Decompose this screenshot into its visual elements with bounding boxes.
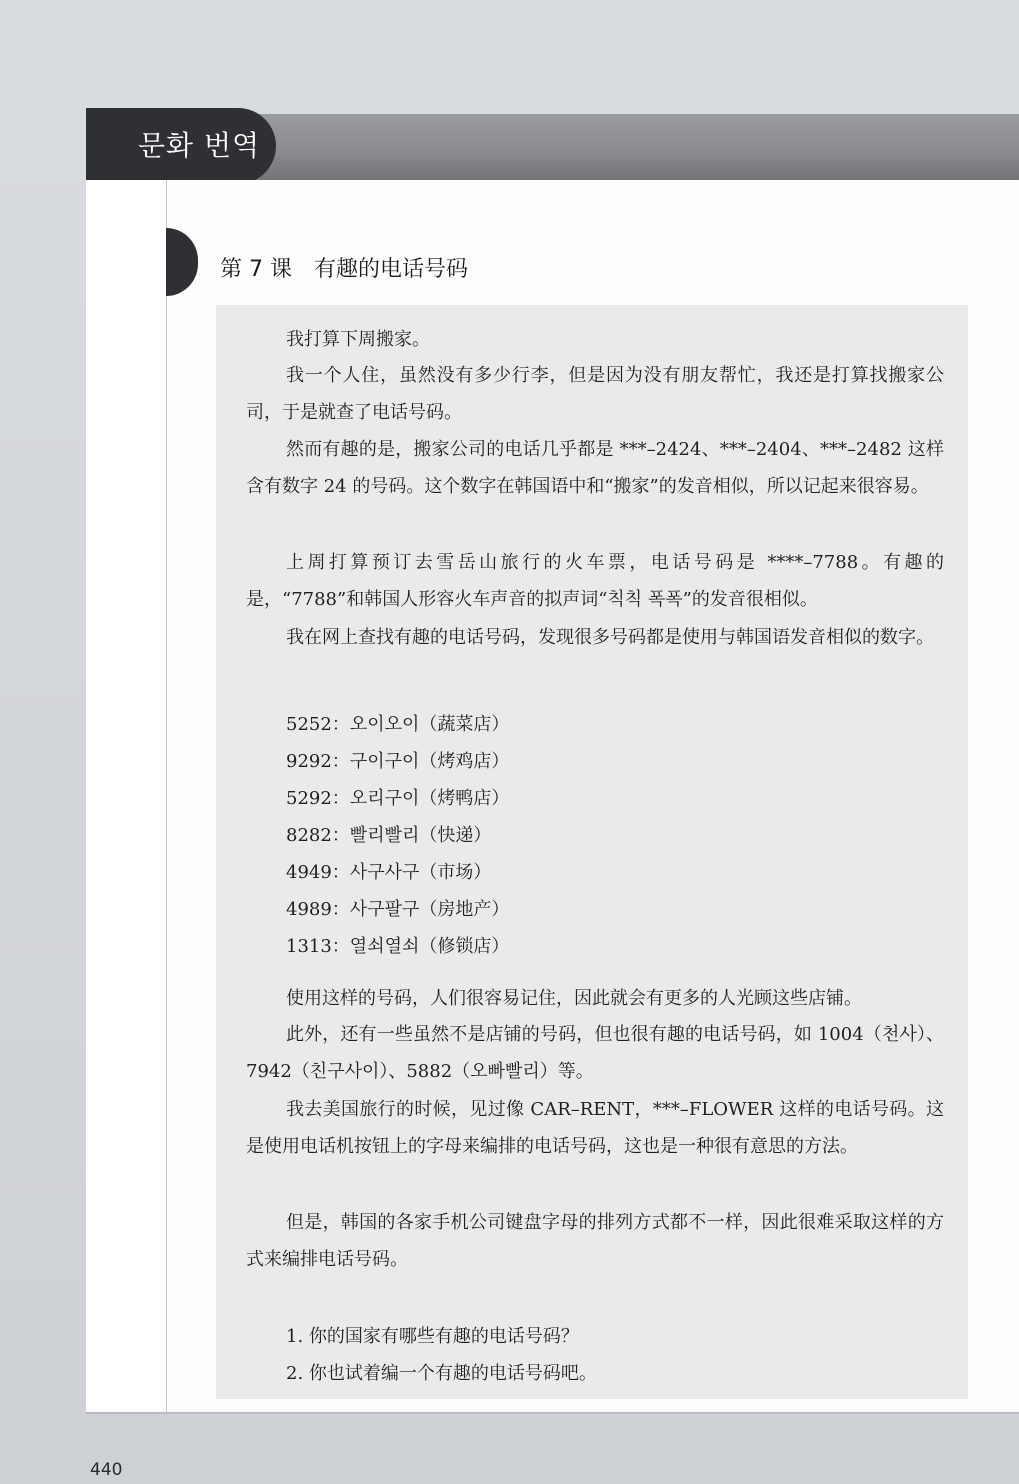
- question-2: 2. 你也试着编一个有趣的电话号码吧。: [286, 1363, 597, 1384]
- frame-bottom-edge: [86, 1412, 1019, 1414]
- paragraph-8: 我去美国旅行的时候，见过像 CAR–RENT，***–FLOWER 这样的电话号码。这是使用电话机按钮上的字母来编排的电话号码，这也是一种很有意思的方法。: [246, 1099, 944, 1157]
- section-title: 문화 번역: [138, 129, 261, 162]
- paragraph-1: 我打算下周搬家。: [286, 329, 430, 350]
- list-item: 5252：오이오이（蔬菜店）: [286, 714, 510, 735]
- paragraph-5: 我在网上查找有趣的电话号码，发现很多号码都是使用与韩国语发音相似的数字。: [286, 627, 934, 648]
- paragraph-7: 此外，还有一些虽然不是店铺的号码，但也很有趣的电话号码，如 1004（천사）、7942（친구사이）、5882（오빠빨리）等。: [246, 1024, 944, 1082]
- list-item: 5292：오리구이（烤鸭店）: [286, 788, 510, 809]
- list-item: 8282：빨리빨리（快递）: [286, 825, 492, 846]
- list-item: 4949：사구사구（市场）: [286, 862, 492, 883]
- lesson-title: 有趣的电话号码: [313, 257, 468, 282]
- lesson-heading: [220, 252, 468, 283]
- page-number: 440: [90, 1460, 123, 1480]
- lesson-number: 第 7 课: [220, 257, 292, 282]
- list-item: 9292：구이구이（烤鸡店）: [286, 751, 510, 772]
- question-1: 1. 你的国家有哪些有趣的电话号码？: [286, 1326, 579, 1347]
- paragraph-9: 但是，韩国的各家手机公司键盘字母的排列方式都不一样，因此很难采取这样的方式来编排电话号码。: [246, 1212, 944, 1270]
- paragraph-3: 然而有趣的是，搬家公司的电话几乎都是 ***–2424、***–2404、***–2482 这样含有数字 24 的号码。这个数字在韩国语中和“搬家”的发音相似，所以记起来很容易。: [246, 439, 944, 497]
- list-item: 4989：사구팔구（房地产）: [286, 899, 510, 920]
- paragraph-2: 我一个人住，虽然没有多少行李，但是因为没有朋友帮忙，我还是打算找搬家公司，于是就查了电话号码。: [246, 365, 944, 423]
- list-item: 1313：열쇠열쇠（修锁店）: [286, 936, 510, 957]
- paragraph-4: 上周打算预订去雪岳山旅行的火车票，电话号码是 ****–7788。有趣的是，“7788”和韩国人形容火车声音的拟声词“칙칙 폭폭”的发音很相似。: [246, 552, 944, 610]
- paragraph-6: 使用这样的号码，人们很容易记住，因此就会有更多的人光顾这些店铺。: [286, 988, 862, 1009]
